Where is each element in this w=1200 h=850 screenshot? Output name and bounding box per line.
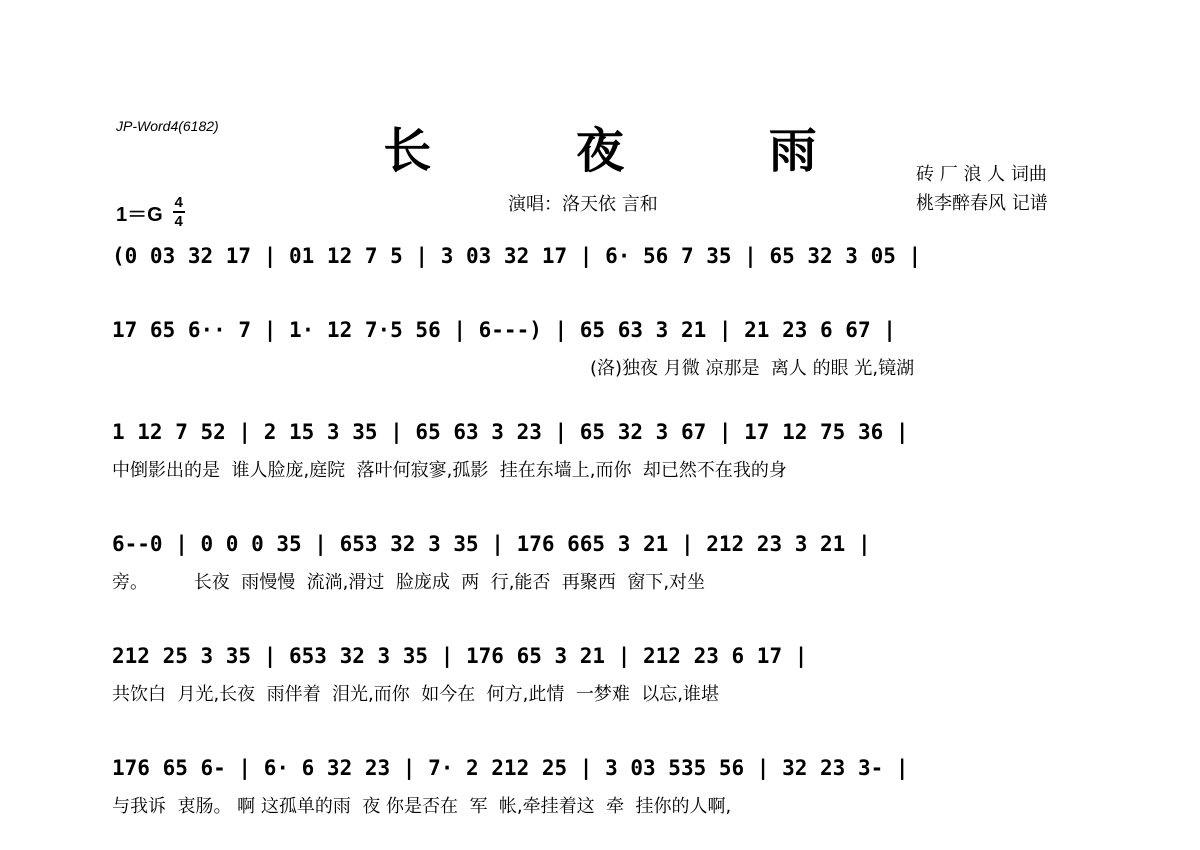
software-tag: JP-Word4(6182) <box>116 118 219 134</box>
lyric-row-5: 共饮白 月光,长夜 雨伴着 泪光,而你 如今在 何方,此情 一梦难 以忘,谁堪 <box>112 684 719 705</box>
notation-row-2: 17 65 6·· 7 | 1· 12 7·5 56 | 6---) | 65 63 3 21 | 21 23 6 67 | <box>112 318 896 342</box>
notation-row-6: 176 65 6- | 6· 6 32 23 | 7· 2 212 25 | 3 03 535 56 | 32 23 3- | <box>112 756 909 780</box>
transcriber-credit: 桃李醉春风 记谱 <box>916 193 1048 214</box>
lyric-row-2: (洛)独夜 月微 凉那是 离人 的眼 光,镜湖 <box>590 358 915 379</box>
singer-credit: 演唱：洛天依 言和 <box>508 194 658 215</box>
lyric-row-6: 与我诉 衷肠。 啊 这孤单的雨 夜 你是否在 军 帐,牵挂着这 牵 挂你的人啊, <box>112 796 732 817</box>
song-title: 长 夜 雨 <box>383 123 881 179</box>
lyric-row-4: 旁。 长夜 雨慢慢 流淌,滑过 脸庞成 两 行,能否 再聚西 窗下,对坐 <box>112 572 706 593</box>
time-signature-top: 4 <box>174 194 183 211</box>
notation-row-1: (0 03 32 17 | 01 12 7 5 | 3 03 32 17 | 6· 56 7 35 | 65 32 3 05 | <box>112 244 922 268</box>
lyric-row-3: 中倒影出的是 谁人脸庞,庭院 落叶何寂寥,孤影 挂在东墙上,而你 却已然不在我的身 <box>112 460 787 481</box>
key-signature <box>116 195 185 229</box>
key-label: 1＝G <box>116 203 163 226</box>
time-signature <box>173 195 185 229</box>
notation-row-4: 6--0 | 0 0 0 35 | 653 32 3 35 | 176 665 3 21 | 212 23 3 21 | <box>112 532 871 556</box>
notation-row-5: 212 25 3 35 | 653 32 3 35 | 176 65 3 21 | 212 23 6 17 | <box>112 644 808 668</box>
composer-credit: 砖 厂 浪 人 词曲 <box>916 164 1047 185</box>
notation-row-3: 1 12 7 52 | 2 15 3 35 | 65 63 3 23 | 65 32 3 67 | 17 12 75 36 | <box>112 420 909 444</box>
time-signature-bottom: 4 <box>174 213 183 230</box>
